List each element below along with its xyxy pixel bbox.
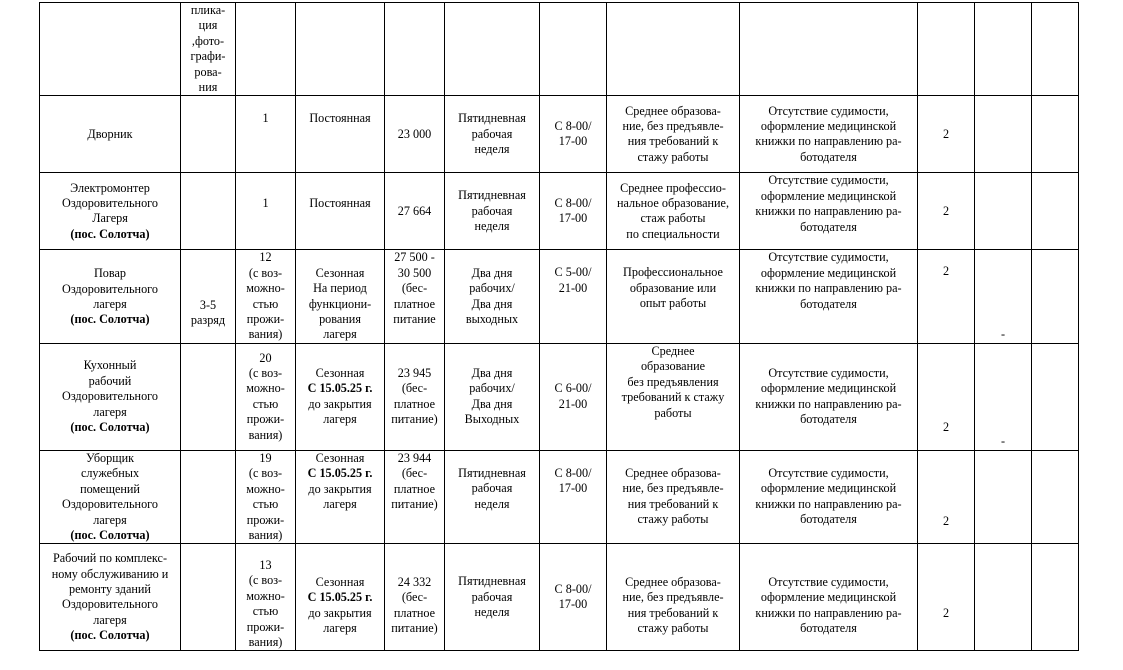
col-a-text: 2 xyxy=(942,513,950,528)
cell-position xyxy=(40,96,181,173)
cell-col-a xyxy=(918,96,975,173)
hours-text: С 8-00/ 17-00 xyxy=(554,581,592,612)
cell-col-a xyxy=(918,173,975,250)
cell-hours xyxy=(540,250,607,343)
cell-rank xyxy=(181,544,236,651)
count-text: 13 (с воз- можно- стью прожи- вания) xyxy=(246,557,285,649)
header-cell xyxy=(236,3,296,96)
salary-text: 27 664 xyxy=(397,203,432,218)
header-cell xyxy=(385,3,445,96)
schedule-text: Два дня рабочих/ Два дня выходных xyxy=(465,265,519,327)
header-fragment-text: плика- ция ,фото- графи- рова- ния xyxy=(190,3,226,95)
cell-hours xyxy=(540,343,607,450)
table-row xyxy=(40,173,1079,250)
cell-count xyxy=(236,96,296,173)
header-cell-fragment xyxy=(181,3,236,96)
cell-salary xyxy=(385,544,445,651)
location-text: (пос. Солотча) xyxy=(70,419,150,434)
cell-rank xyxy=(181,96,236,173)
cell-col-a xyxy=(918,544,975,651)
salary-text: 23 000 xyxy=(397,126,432,141)
header-cell xyxy=(296,3,385,96)
position-text: Кухонный рабочий Оздоровительного лагеря xyxy=(62,358,158,419)
location-text: (пос. Солотча) xyxy=(70,312,150,327)
cell-position xyxy=(40,450,181,543)
hours-text: С 8-00/ 17-00 xyxy=(554,119,592,149)
cell-col-c xyxy=(1032,250,1079,343)
cell-col-b xyxy=(975,173,1032,250)
cell-schedule xyxy=(445,173,540,250)
cell-count xyxy=(236,173,296,250)
cell-col-a xyxy=(918,250,975,343)
cell-requirements xyxy=(740,173,918,250)
cell-rank xyxy=(181,173,236,250)
cell-requirements xyxy=(740,450,918,543)
cell-requirements xyxy=(740,544,918,651)
requirements-text: Отсутствие судимости, оформление медицинской книжки по направлению ра- ботодателя xyxy=(755,366,902,427)
education-text: Среднее образова- ние, без предъявле- ния требований к стажу работы xyxy=(622,465,724,527)
education-text: Среднее профессио- нальное образование, стаж работы по специальности xyxy=(616,180,730,241)
cell-employment xyxy=(296,544,385,651)
employment-text: Постоянная xyxy=(309,111,371,126)
employment-text: Постоянная xyxy=(309,196,371,211)
employment-text: Сезонная xyxy=(315,450,365,465)
schedule-text: Пятидневная рабочая неделя xyxy=(458,111,526,157)
col-a-text: 2 xyxy=(942,264,950,279)
location-text: (пос. Солотча) xyxy=(70,527,150,542)
cell-schedule xyxy=(445,343,540,450)
header-cell xyxy=(918,3,975,96)
education-text: Профессиональное образование или опыт работы xyxy=(623,265,723,311)
cell-col-b xyxy=(975,544,1032,651)
employment-date-text: С 15.05.25 г. xyxy=(307,590,373,605)
cell-education xyxy=(607,343,740,450)
cell-count xyxy=(236,450,296,543)
position-text: Повар Оздоровительного лагеря xyxy=(62,266,158,312)
cell-education xyxy=(607,544,740,651)
cell-hours xyxy=(540,544,607,651)
cell-schedule xyxy=(445,450,540,543)
cell-position xyxy=(40,544,181,651)
cell-hours xyxy=(540,96,607,173)
col-a-text: 2 xyxy=(942,203,950,218)
cell-col-b xyxy=(975,343,1032,450)
table-row xyxy=(40,544,1079,651)
employment-text: Сезонная xyxy=(315,366,365,381)
position-text: Уборщик служебных помещений Оздоровительного лагеря xyxy=(62,450,158,527)
cell-count xyxy=(236,250,296,343)
employment-text: Сезонная На период функциони- рования лагеря xyxy=(308,265,372,342)
cell-rank xyxy=(181,450,236,543)
hours-text: С 8-00/ 17-00 xyxy=(554,196,592,226)
location-text: (пос. Солотча) xyxy=(70,226,150,241)
cell-col-c xyxy=(1032,450,1079,543)
col-a-text: 2 xyxy=(942,420,950,435)
count-text: 1 xyxy=(262,111,269,126)
cell-employment xyxy=(296,173,385,250)
header-cell xyxy=(540,3,607,96)
col-b-text: - xyxy=(1000,434,1006,449)
hours-text: С 6-00/ 21-00 xyxy=(554,381,592,411)
cell-col-c xyxy=(1032,343,1079,450)
cell-salary xyxy=(385,450,445,543)
cell-col-c xyxy=(1032,173,1079,250)
salary-text: 24 332 (бес- платное питание) xyxy=(391,574,438,635)
cell-count xyxy=(236,544,296,651)
cell-col-b xyxy=(975,450,1032,543)
hours-text: С 5-00/ 21-00 xyxy=(554,265,592,295)
requirements-text: Отсутствие судимости, оформление медицинской книжки по направлению ра- ботодателя xyxy=(755,250,902,311)
schedule-text: Пятидневная рабочая неделя xyxy=(458,574,526,620)
table-row xyxy=(40,343,1079,450)
count-text: 19 (с воз- можно- стью прожи- вания) xyxy=(246,450,285,542)
cell-col-c xyxy=(1032,544,1079,651)
cell-salary xyxy=(385,96,445,173)
cell-employment xyxy=(296,343,385,450)
requirements-text: Отсутствие судимости, оформление медицинской книжки по направлению ра- ботодателя xyxy=(755,103,902,164)
header-cell xyxy=(445,3,540,96)
cell-hours xyxy=(540,173,607,250)
rank-text: 3-5 разряд xyxy=(190,298,226,328)
count-text: 20 (с воз- можно- стью прожи- вания) xyxy=(246,350,285,442)
cell-rank xyxy=(181,343,236,450)
employment-note-text: до закрытия лагеря xyxy=(308,605,372,635)
cell-employment xyxy=(296,450,385,543)
cell-salary xyxy=(385,173,445,250)
cell-col-a xyxy=(918,343,975,450)
requirements-text: Отсутствие судимости, оформление медицинской книжки по направлению ра- ботодателя xyxy=(755,465,902,527)
schedule-text: Два дня рабочих/ Два дня Выходных xyxy=(464,366,520,427)
education-text: Среднее образова- ние, без предъявле- ния требований к стажу работы xyxy=(622,574,724,635)
requirements-text: Отсутствие судимости, оформление медицинской книжки по направлению ра- ботодателя xyxy=(755,574,902,635)
salary-text: 23 944 (бес- платное питание) xyxy=(391,450,438,512)
cell-col-b xyxy=(975,96,1032,173)
col-a-text: 2 xyxy=(942,126,950,141)
position-text: Электромонтер Оздоровительного Лагеря xyxy=(62,180,158,226)
cell-salary xyxy=(385,343,445,450)
cell-count xyxy=(236,343,296,450)
education-text: Среднее образова- ние, без предъявле- ния требований к стажу работы xyxy=(622,103,724,164)
cell-employment xyxy=(296,96,385,173)
cell-education xyxy=(607,450,740,543)
employment-text: Сезонная xyxy=(315,574,365,589)
cell-position xyxy=(40,343,181,450)
position-text: Дворник xyxy=(87,126,133,141)
cell-hours xyxy=(540,450,607,543)
cell-requirements xyxy=(740,250,918,343)
header-cell xyxy=(740,3,918,96)
table-row xyxy=(40,250,1079,343)
position-text: Рабочий по комплекс- ному обслуживанию и ремонту зданий Оздоровительного лагеря xyxy=(51,551,169,627)
schedule-text: Пятидневная рабочая неделя xyxy=(458,465,526,511)
salary-text: 23 945 (бес- платное питание) xyxy=(391,366,438,427)
cell-col-a xyxy=(918,450,975,543)
employment-date-text: С 15.05.25 г. xyxy=(307,381,373,396)
cell-col-c xyxy=(1032,96,1079,173)
cell-schedule xyxy=(445,96,540,173)
cell-education xyxy=(607,96,740,173)
salary-text: 27 500 - 30 500 (бес- платное питание xyxy=(393,250,436,327)
cell-education xyxy=(607,173,740,250)
col-a-text: 2 xyxy=(942,605,950,620)
employment-date-text: С 15.05.25 г. xyxy=(307,466,373,481)
cell-education xyxy=(607,250,740,343)
cell-col-b xyxy=(975,250,1032,343)
cell-requirements xyxy=(740,343,918,450)
schedule-text: Пятидневная рабочая неделя xyxy=(458,188,526,234)
count-text: 12 (с воз- можно- стью прожи- вания) xyxy=(246,250,285,342)
col-b-text: - xyxy=(1000,327,1006,342)
requirements-text: Отсутствие судимости, оформление медицинской книжки по направлению ра- ботодателя xyxy=(755,173,902,234)
cell-requirements xyxy=(740,96,918,173)
hours-text: С 8-00/ 17-00 xyxy=(554,465,592,496)
table-row xyxy=(40,96,1079,173)
vacancy-table xyxy=(39,2,1079,651)
cell-position xyxy=(40,250,181,343)
cell-schedule xyxy=(445,250,540,343)
cell-schedule xyxy=(445,544,540,651)
header-row-fragment xyxy=(40,3,1079,96)
cell-position xyxy=(40,173,181,250)
cell-employment xyxy=(296,250,385,343)
header-cell xyxy=(607,3,740,96)
location-text: (пос. Солотча) xyxy=(70,628,150,643)
header-cell-position xyxy=(40,3,181,96)
count-text: 1 xyxy=(262,196,269,211)
header-cell xyxy=(1032,3,1079,96)
education-text: Среднее образование без предъявления требований к стажу работы xyxy=(621,343,725,420)
cell-salary xyxy=(385,250,445,343)
cell-rank xyxy=(181,250,236,343)
employment-note-text: до закрытия лагеря xyxy=(308,396,372,427)
header-cell xyxy=(975,3,1032,96)
table-row xyxy=(40,450,1079,543)
employment-note-text: до закрытия лагеря xyxy=(308,481,372,512)
